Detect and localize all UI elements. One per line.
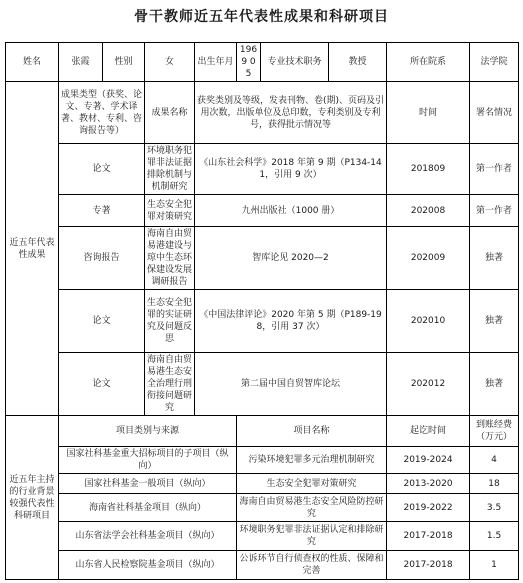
table-row: [6, 494, 519, 522]
table-row: [6, 227, 519, 290]
achievement-time: 202010: [387, 290, 470, 353]
achievement-time: 202009: [387, 227, 470, 290]
col-header-category: 项目类别与来源: [59, 416, 237, 447]
project-category: 国家社科基金重大招标项目的子项目（纵向）: [59, 447, 237, 474]
project-funding: 1: [470, 551, 519, 580]
achievement-type: 专著: [59, 195, 145, 227]
achievement-author: 独著: [470, 353, 519, 416]
table-row: [6, 195, 519, 227]
project-funding: 3.5: [470, 494, 519, 522]
col-header-time: 时间: [387, 82, 470, 144]
page-title: 骨干教师近五年代表性成果和科研项目: [134, 9, 389, 25]
achievement-time: 202012: [387, 353, 470, 416]
project-funding: 1.5: [470, 522, 519, 551]
achievements-section-label: 近五年代表性成果: [6, 82, 59, 416]
achievement-time: 202008: [387, 195, 470, 227]
achievement-detail: 智库论见 2020—2: [195, 227, 387, 290]
col-header-detail: 获奖类别及等级，发表刊物、卷(期)、页码及引用次数，出版单位及总印数，专利类别及专利号，获得批示情况等: [195, 82, 387, 144]
project-period: 2019-2022: [387, 494, 470, 522]
project-name: 环境职务犯罪非法证据认定和排除研究: [237, 522, 387, 551]
name-label: 姓名: [6, 43, 59, 82]
achievement-name: 海南自由贸易港生态安全治理行刑衔接问题研究: [145, 353, 195, 416]
col-header-type: 成果类型（获奖、论文、专著、学术译著、教材、专利、咨询报告等）: [59, 82, 145, 144]
projects-section-label: 近五年主持的行业背景较强代表性科研项目: [6, 416, 59, 580]
project-name: 生态安全犯罪对策研究: [237, 474, 387, 494]
achievement-name: 环境职务犯罪非法证据排除机制与机制研究: [145, 144, 195, 195]
col-header-author: 署名情况: [470, 82, 519, 144]
projects-header-row: [6, 416, 519, 447]
title-label: 专业技术职务: [261, 43, 329, 82]
achievement-detail: 第二届中国自贸智库论坛: [195, 353, 387, 416]
table-row: [6, 290, 519, 353]
birth-label: 出生年月: [195, 43, 237, 82]
name-value: 张霞: [59, 43, 103, 82]
achievement-name: 海南自由贸易港建设与琼中生态环保建设发展调研报告: [145, 227, 195, 290]
achievement-name: 生态安全犯罪的实证研究及问题反思: [145, 290, 195, 353]
project-period: 2019-2024: [387, 447, 470, 474]
achievement-name: 生态安全犯罪对策研究: [145, 195, 195, 227]
project-period: 2017-2018: [387, 551, 470, 580]
gender-label: 性别: [103, 43, 145, 82]
col-header-name: 成果名称: [145, 82, 195, 144]
achievement-author: 第一作者: [470, 195, 519, 227]
achievement-author: 独著: [470, 290, 519, 353]
col-header-project-name: 项目名称: [237, 416, 387, 447]
achievements-table: [5, 42, 519, 580]
achievement-detail: 九州出版社（1000 册）: [195, 195, 387, 227]
table-row: [6, 447, 519, 474]
project-funding: 4: [470, 447, 519, 474]
project-name: 污染环境犯罪多元治理机制研究: [237, 447, 387, 474]
col-header-funding: 到账经费（万元）: [470, 416, 519, 447]
info-row: [6, 43, 519, 82]
achievement-author: 第一作者: [470, 144, 519, 195]
achievement-detail: 《山东社会科学》2018 年第 9 期（P134-141，引用 9 次）: [195, 144, 387, 195]
table-row: [6, 353, 519, 416]
project-funding: 18: [470, 474, 519, 494]
achievement-time: 201809: [387, 144, 470, 195]
achievement-type: 咨询报告: [59, 227, 145, 290]
project-category: 山东省人民检察院基金项目（纵向）: [59, 551, 237, 580]
achievement-author: 独著: [470, 227, 519, 290]
project-name: 公诉环节自行侦查权的性质、保障和完善: [237, 551, 387, 580]
table-row: [6, 522, 519, 551]
achievement-detail: 《中国法律评论》2020 年第 5 期（P189-198，引用 37 次）: [195, 290, 387, 353]
table-row: [6, 144, 519, 195]
project-category: 国家社科基金一般项目（纵向）: [59, 474, 237, 494]
col-header-period: 起讫时间: [387, 416, 470, 447]
gender-value: 女: [145, 43, 195, 82]
dept-value: 法学院: [470, 43, 519, 82]
project-category: 山东省法学会社科基金项目（纵向）: [59, 522, 237, 551]
birth-value: 1969 05: [237, 43, 261, 82]
dept-label: 所在院系: [387, 43, 470, 82]
title-value: 教授: [329, 43, 387, 82]
achievement-type: 论文: [59, 144, 145, 195]
table-row: [6, 474, 519, 494]
achievement-type: 论文: [59, 290, 145, 353]
table-row: [6, 551, 519, 580]
project-period: 2017-2018: [387, 522, 470, 551]
project-name: 海南自由贸易港生态安全风险防控研究: [237, 494, 387, 522]
project-period: 2013-2020: [387, 474, 470, 494]
achievements-header-row: [6, 82, 519, 144]
project-category: 海南省社科基金项目（纵向）: [59, 494, 237, 522]
achievement-type: 论文: [59, 353, 145, 416]
